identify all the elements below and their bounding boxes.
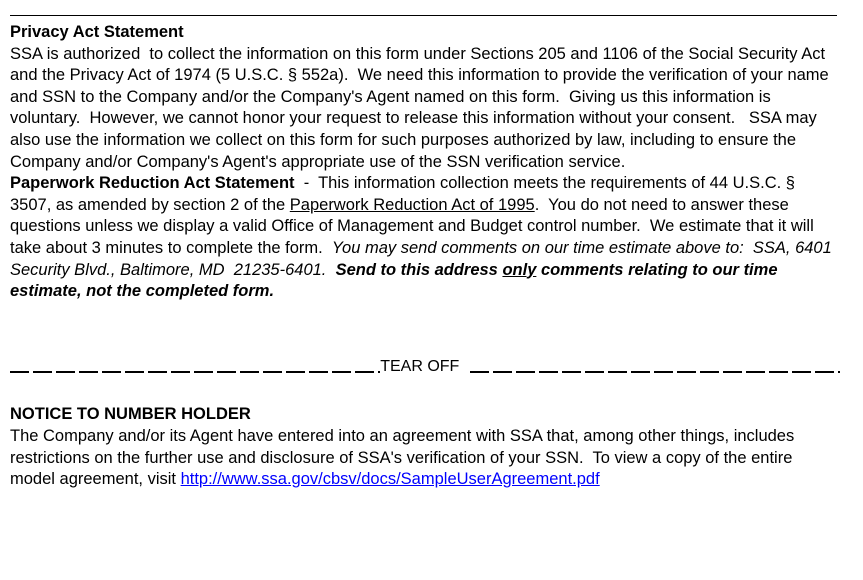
paperwork-comments-address: You may send comments on our time estimate above to: SSA, 6401 Security Blvd., Baltimore, MD 21235-6401. bbox=[10, 238, 837, 279]
paperwork-only-emphasis: only bbox=[502, 260, 537, 279]
paperwork-separator: - bbox=[294, 174, 319, 193]
privacy-act-heading: Privacy Act Statement bbox=[10, 23, 184, 41]
tear-line-left bbox=[10, 371, 380, 373]
paperwork-send-notice-2: comments relating to our time estimate, not the completed form. bbox=[10, 260, 783, 301]
paperwork-text-2: . You do not need to answer these questions unless we display a valid Office of Management and Budget control number. We estimate that it will take about 3 minutes to complete the form. bbox=[10, 195, 819, 257]
sample-user-agreement-link[interactable]: http://www.ssa.gov/cbsv/docs/SampleUserAgreement.pdf bbox=[180, 470, 600, 489]
notice-body-text: The Company and/or its Agent have entered into an agreement with SSA that, among other things, includes restrictions on the further use and disclosure of SSA's verification of your SSN. To view a copy of the entire model agreement, visit bbox=[10, 426, 799, 489]
tear-off-divider bbox=[10, 356, 840, 378]
paperwork-gap bbox=[326, 261, 335, 279]
paperwork-text-1: This information collection meets the requirements of 44 U.S.C. § 3507, as amended by section 2 of the bbox=[10, 174, 800, 214]
tear-off-label: TEAR OFF bbox=[380, 357, 464, 375]
top-divider bbox=[10, 15, 837, 16]
privacy-act-body: SSA is authorized to collect the information on this form under Sections 205 and 1106 of the Social Security Act and the Privacy Act of 1974 (5 U.S.C. § 552a). We need this information to provide the verification of your name and SSN to the Company and/or the Company's Agent named on this form. Giving us this information is voluntary. However, we cannot honor your request to release this information without your consent. SSA may also use the information we collect on this form for such purposes authorized by law, including to ensure the Company and/or Company's Agent's appropriate use of the SSN verification service. bbox=[10, 44, 834, 171]
paperwork-act-paragraph bbox=[10, 173, 837, 303]
notice-body bbox=[10, 426, 837, 491]
notice-to-number-holder-heading: NOTICE TO NUMBER HOLDER bbox=[10, 405, 251, 424]
paperwork-act-heading: Paperwork Reduction Act Statement bbox=[10, 174, 295, 193]
paperwork-send-notice-1: Send to this address bbox=[335, 260, 503, 279]
paperwork-act-reference: Paperwork Reduction Act of 1995 bbox=[289, 195, 535, 214]
tear-line-right bbox=[470, 371, 840, 373]
